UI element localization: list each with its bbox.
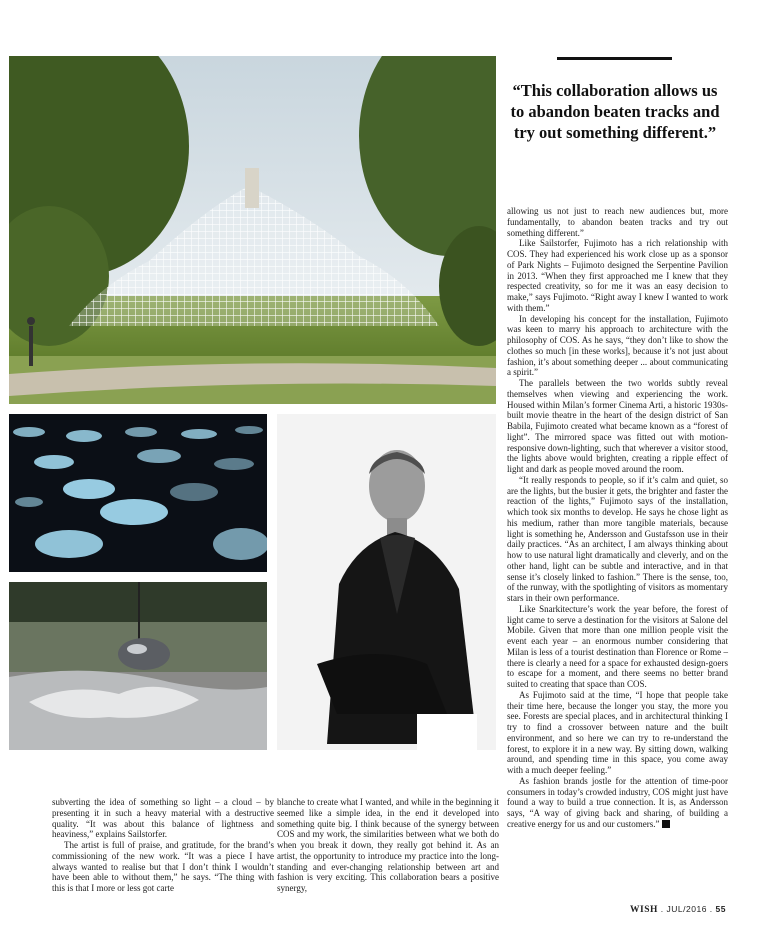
paragraph: subverting the idea of something so light – a cloud – by presenting it in such a heavy material with a destructive quality. “It was about this balance of lightness and heaviness,” explains Sailstorfer.: [52, 797, 274, 840]
paragraph: blanche to create what I wanted, and while in the beginning it seemed like a simple idea, in the end it developed into something quite big. I think because of the synergy between COS and my work, the similarities between what we both do when you break it down, they really got behind it. As an artist, the opportunity to introduce my practice into the long-standing and ever-changing relationship between art and fashion is very exciting. This collaboration bears a positive synergy,: [277, 797, 499, 893]
paragraph-final-text: As fashion brands jostle for the attention of time-poor consumers in today’s crowded industry, COS might just have found a way to build a true connection. It is, as Andersson says, “A way of giving back and sharing, of building a creative energy for us and our customers.”: [507, 775, 728, 829]
page-folio: WISH . JUL/2016 . 55: [630, 904, 726, 915]
body-column-bottom-middle: [277, 797, 499, 894]
photo-portrait: [277, 414, 496, 750]
body-column-right: [507, 206, 728, 830]
magazine-name: WISH: [630, 905, 658, 915]
paragraph-final: [507, 776, 728, 830]
photo-serpentine-pavilion: [9, 56, 496, 404]
paragraph: As Fujimoto said at the time, “I hope that people take their time here, because the longer you stay, the more you see. Forests are special places, and in architectural thinking I try to find a crossover between nature and the built environment, and so here we can try to re-understand the forest, to explore it in a new way. By sitting down, walking around, and spending time in this space, you come away with a much deeper feeling.”: [507, 689, 728, 775]
paragraph: Like Sailstorfer, Fujimoto has a rich relationship with COS. They had experienced his work close up as a sponsor of Park Nights – Fujimoto designed the Serpentine Pavilion in 2013. “When they first approached me I knew that they respected creativity, so for me it was an easy decision to make,” says Fujimoto. “Right away I knew I wanted to work with them.”: [507, 238, 728, 313]
paragraph: Like Snarkitecture’s work the year before, the forest of light came to serve a destination for the visitors at Salone del Mobile. Given that more than one million people visit the event each year – an enormous number considering that Milan is less of a tourist destination than Florence or Rome – there is clearly a need for a space for exhausted design-goers to escape for a moment, and there seems no better brand suited to creating that space than COS.: [507, 603, 728, 689]
paragraph: allowing us not just to reach new audiences but, more fundamentally, to abandon beaten tracks and try out something different.”: [507, 206, 728, 238]
photo-forest-of-light: [9, 414, 267, 572]
issue-date: JUL/2016: [666, 904, 707, 914]
pull-quote: “This collaboration allows us to abandon beaten tracks and try out something different.”: [510, 81, 720, 142]
paragraph: The artist is full of praise, and gratitude, for the brand’s commissioning of the new work. “It was a piece I have always wanted to realise but that I don’t think I wouldn’t have been able to without them,” he says. “The thing with this is that I more or less got carte: [52, 840, 274, 893]
paragraph: The parallels between the two worlds subtly reveal themselves when viewing and experiencing the work. Housed within Milan’s former Cinema Arti, a historic 1930s-built movie theatre in the heart of the design district of San Babila, Fujimoto created what became known as a “forest of light”. The mirrored space was fitted out with motion-responsive down-lighting, such that wherever a visitor stood, the lights above would brighten, creating a ripple effect of light and dark as people moved around the room.: [507, 378, 728, 474]
paragraph: “It really responds to people, so if it’s calm and quiet, so are the lights, but the busier it gets, the brighter and faster the reaction of the lights,” Fujimoto says of the installation, which took six months to develop. He says he chose light as his medium, rather than more tangible materials, because light is something he, Andersson and Gustafsson use in their daily practices. “As an architect, I am always thinking about how to use natural light dramatically and cleverly, and on the other hand, light can be subtle and interactive, and in that sense it’s closely linked to fashion.” There is the sense, too, of the runway, with the spotlighting of visitors as momentary stars in their own performance.: [507, 474, 728, 603]
body-column-bottom-left: [52, 797, 274, 894]
end-mark-icon: [662, 820, 670, 828]
pull-quote-rule: [557, 57, 672, 60]
photo-cloud-sculpture: [9, 582, 267, 750]
page-number: 55: [715, 904, 726, 914]
paragraph: In developing his concept for the installation, Fujimoto was keen to marry his approach to architecture with the philosophy of COS. As he says, “they don’t like to show the clothes so much [in these works], because it’s not just about fashion, it’s about something deeper ... about communicating a spirit.”: [507, 313, 728, 378]
